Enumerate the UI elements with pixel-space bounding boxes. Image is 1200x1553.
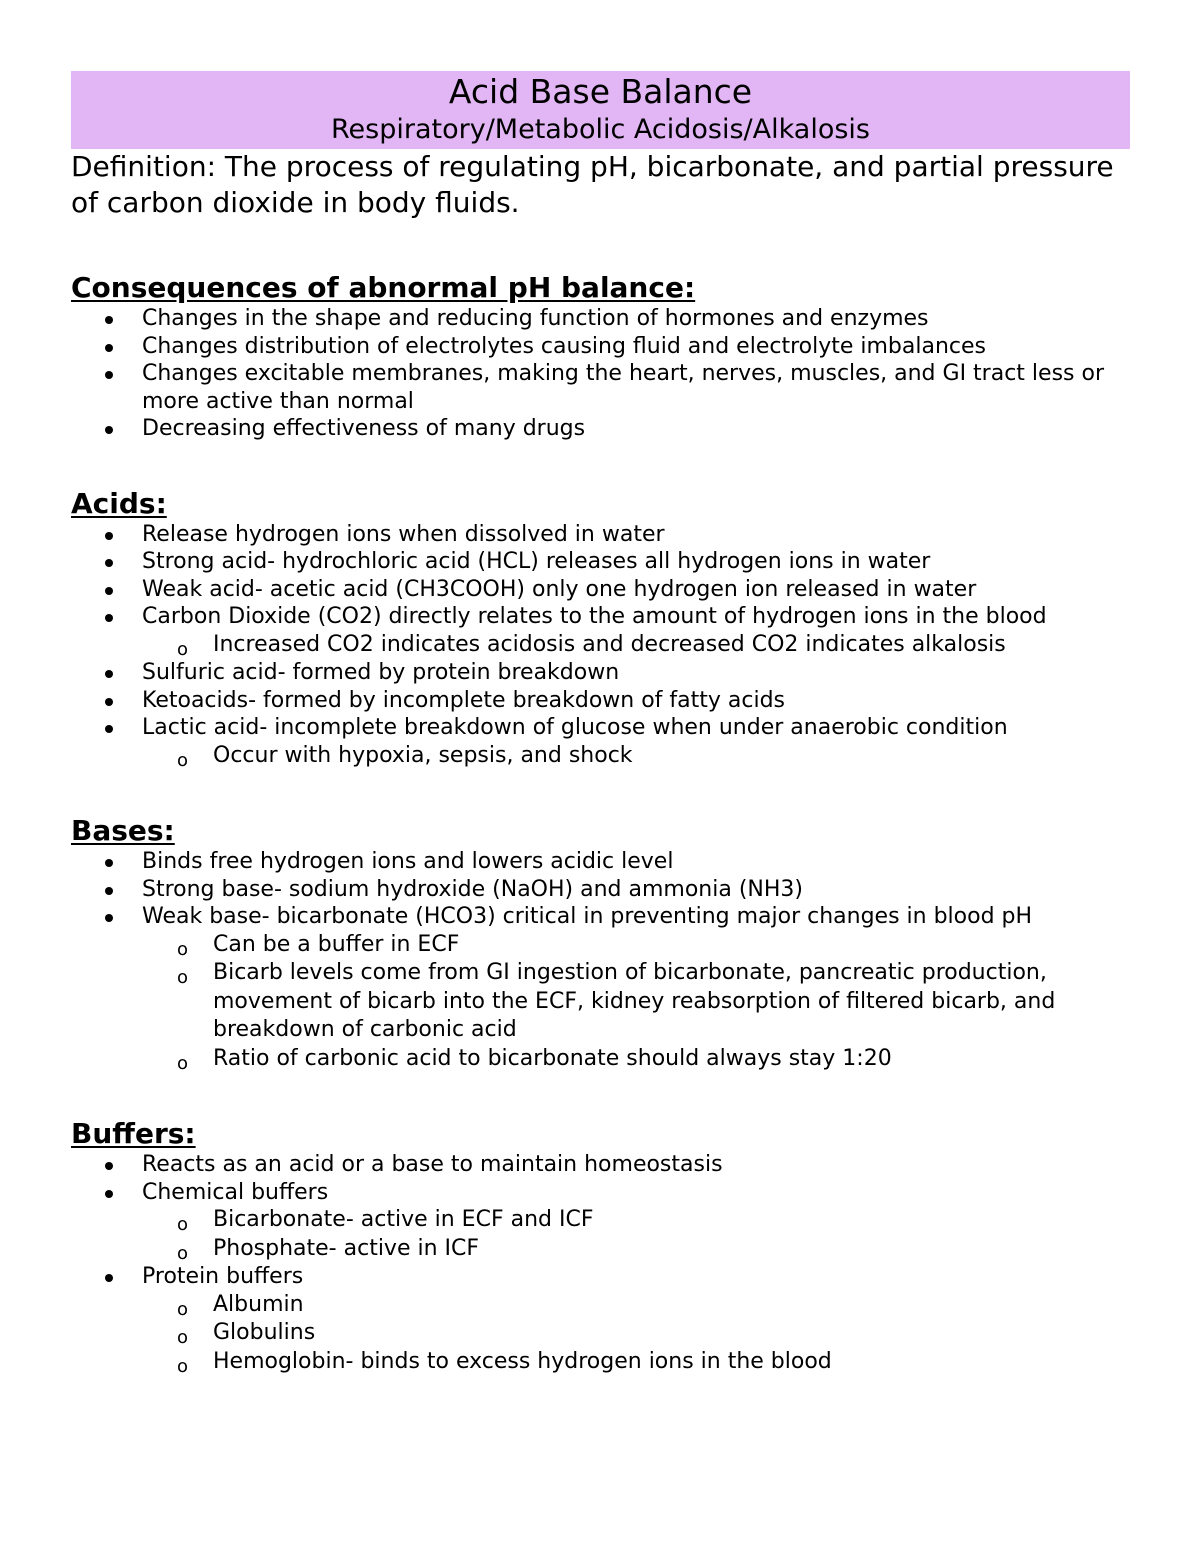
document-page bbox=[71, 71, 1130, 1376]
bullet-icon bbox=[105, 725, 113, 733]
bullet-icon bbox=[105, 614, 113, 622]
circle-bullet-icon: o bbox=[177, 938, 189, 960]
section-consequences bbox=[71, 271, 1130, 443]
circle-bullet-icon: o bbox=[177, 1355, 189, 1377]
bullet-icon bbox=[105, 316, 113, 324]
list-item: Sulfuric acid- formed by protein breakdown bbox=[71, 659, 1130, 687]
bullet-icon bbox=[105, 670, 113, 678]
bullet-icon bbox=[105, 426, 113, 434]
buffers-chemical-sublist bbox=[71, 1206, 1130, 1263]
bullet-icon bbox=[105, 344, 113, 352]
list-item: Carbon Dioxide (CO2) directly relates to the amount of hydrogen ions in the blood o Increased CO2 indicates acidosis and decreased CO2 indicates alkalosis bbox=[71, 603, 1130, 659]
section-heading-buffers: Buffers: bbox=[71, 1117, 196, 1150]
sub-list-item: o Occur with hypoxia, sepsis, and shock bbox=[177, 742, 633, 771]
section-acids bbox=[71, 487, 1130, 771]
sub-list-item: o Bicarbonate- active in ECF and ICF bbox=[177, 1207, 594, 1235]
list-item: Changes excitable membranes, making the heart, nerves, muscles, and GI tract less or more active than normal bbox=[71, 360, 1130, 415]
bullet-icon bbox=[105, 559, 113, 567]
section-heading-acids: Acids: bbox=[71, 486, 167, 520]
circle-bullet-icon: o bbox=[177, 1052, 189, 1074]
sub-list-item: o Ratio of carbonic acid to bicarbonate should always stay 1:20 bbox=[177, 1045, 892, 1074]
list-item: Release hydrogen ions when dissolved in water bbox=[71, 521, 1130, 549]
list-item: Weak acid- acetic acid (CH3COOH) only one hydrogen ion released in water bbox=[71, 576, 1130, 604]
buffers-protein-sublist bbox=[71, 1291, 1130, 1377]
list-item: Strong base- sodium hydroxide (NaOH) and ammonia (NH3) bbox=[71, 876, 1130, 904]
section-heading-consequences: Consequences of abnormal pH balance: bbox=[71, 271, 696, 304]
bullet-icon bbox=[105, 914, 113, 922]
acids-list bbox=[71, 521, 1130, 771]
list-item: Strong acid- hydrochloric acid (HCL) releases all hydrogen ions in water bbox=[71, 548, 1130, 576]
buffers-list bbox=[71, 1151, 1130, 1376]
page-subtitle: Respiratory/Metabolic Acidosis/Alkalosis bbox=[331, 114, 870, 145]
list-item: Decreasing effectiveness of many drugs bbox=[71, 415, 1130, 443]
consequences-list bbox=[71, 305, 1130, 443]
bullet-icon bbox=[105, 887, 113, 895]
sub-list-item: o Phosphate- active in ICF bbox=[177, 1235, 480, 1264]
sub-list-item: o Bicarb levels come from GI ingestion of bicarbonate, pancreatic production, movement of bicarb into the ECF, kidney reabsorption of filtered bicarb, and breakdown of carbonic acid bbox=[177, 960, 1056, 1042]
list-item: Chemical buffers o Bicarbonate- active in ECF and ICF o Phosphate- active in ICF bbox=[71, 1179, 1130, 1264]
circle-bullet-icon: o bbox=[177, 1298, 189, 1320]
acids-lactic-sublist bbox=[71, 742, 1130, 771]
sub-list-item: o Albumin bbox=[177, 1291, 304, 1320]
list-item: Weak base- bicarbonate (HCO3) critical in preventing major changes in blood pH o Can be a buffer in ECF o Bicarb levels come from GI ingestion of bicarbonate, pancreatic production, movement of bicarb into the ECF, kidney reabsorption of filtered bicarb, and breakdown of carbonic acid o Ratio of carbonic acid to bicarbonate should always stay 1:20 bbox=[71, 903, 1130, 1073]
list-item: Lactic acid- incomplete breakdown of glucose when under anaerobic condition o Occur with hypoxia, sepsis, and shock bbox=[71, 714, 1130, 770]
section-buffers bbox=[71, 1117, 1130, 1376]
circle-bullet-icon: o bbox=[177, 638, 189, 660]
list-item: Protein buffers o Albumin o Globulins o Hemoglobin- binds to excess hydrogen ions in the blood bbox=[71, 1263, 1130, 1376]
definition-paragraph: Definition: The process of regulating pH, bicarbonate, and partial pressure of carbon dioxide in body fluids. bbox=[71, 150, 1114, 219]
section-heading-bases: Bases: bbox=[71, 814, 175, 847]
bullet-icon bbox=[105, 1274, 113, 1282]
sub-list-item: o Globulins bbox=[177, 1320, 316, 1348]
list-item: Reacts as an acid or a base to maintain homeostasis bbox=[71, 1151, 1130, 1179]
bases-weak-sublist bbox=[71, 931, 1130, 1074]
bullet-icon bbox=[105, 859, 113, 867]
title-banner bbox=[71, 71, 1130, 149]
circle-bullet-icon: o bbox=[177, 1214, 189, 1235]
bullet-icon bbox=[105, 532, 113, 540]
bullet-icon bbox=[105, 371, 113, 379]
list-item: Ketoacids- formed by incomplete breakdown of fatty acids bbox=[71, 687, 1130, 715]
circle-bullet-icon: o bbox=[177, 749, 189, 771]
page-title: Acid Base Balance bbox=[448, 72, 753, 111]
bases-list bbox=[71, 848, 1130, 1073]
sub-list-item: o Increased CO2 indicates acidosis and decreased CO2 indicates alkalosis bbox=[177, 631, 1006, 660]
acids-co2-sublist bbox=[71, 631, 1130, 660]
bullet-icon bbox=[105, 698, 113, 706]
circle-bullet-icon: o bbox=[177, 1327, 189, 1348]
bullet-icon bbox=[105, 587, 113, 595]
bullet-icon bbox=[105, 1162, 113, 1170]
list-item: Changes in the shape and reducing function of hormones and enzymes bbox=[71, 305, 1130, 333]
bullet-icon bbox=[105, 1190, 113, 1198]
list-item: Binds free hydrogen ions and lowers acidic level bbox=[71, 848, 1130, 876]
list-item: Changes distribution of electrolytes causing fluid and electrolyte imbalances bbox=[71, 333, 1130, 361]
sub-list-item: o Can be a buffer in ECF bbox=[177, 931, 460, 960]
section-bases bbox=[71, 814, 1130, 1073]
circle-bullet-icon: o bbox=[177, 1242, 189, 1264]
sub-list-item: o Hemoglobin- binds to excess hydrogen ions in the blood bbox=[177, 1348, 832, 1377]
circle-bullet-icon: o bbox=[177, 967, 189, 988]
